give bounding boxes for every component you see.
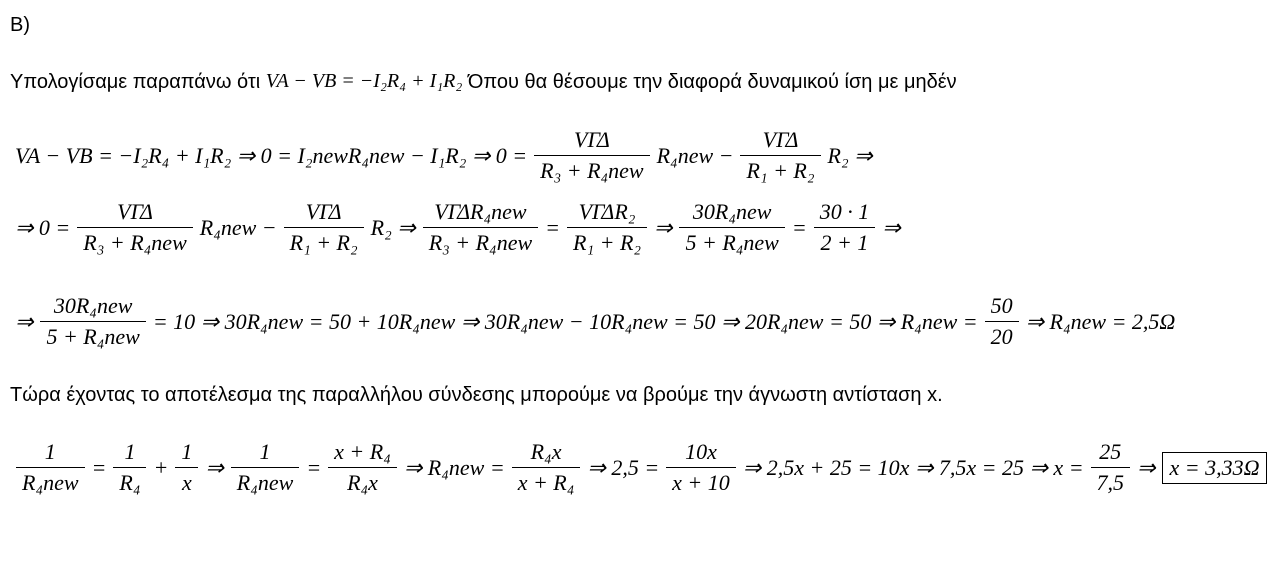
fraction: [985, 294, 1019, 349]
fraction-denominator: 7,5: [1091, 467, 1131, 495]
equation-line-4: [12, 440, 1267, 495]
fraction-denominator: R₃ + R₄new: [423, 227, 538, 255]
fraction: [16, 440, 85, 495]
fraction: [1091, 440, 1131, 495]
equation-line-3: [12, 294, 1178, 349]
fraction-numerator: 10x: [685, 439, 717, 464]
equation-segment: VA − VΒ = −I₂R₄ + I₁R₂ ⇒ 0 = I₂newR₄new − I₁R₂ ⇒ 0 =: [15, 142, 528, 168]
fraction-numerator: VΓΔ: [305, 199, 342, 224]
fraction-numerator: VΓΔR₄new: [434, 199, 527, 224]
equation-line-1: [12, 128, 876, 183]
fraction: [666, 440, 736, 495]
intro-text-after: Όπου θα θέσουμε την διαφορά δυναμικού ίση με μηδέν: [467, 71, 957, 93]
fraction: [284, 200, 364, 255]
equation-segment: = 10 ⇒ 30R₄new = 50 + 10R₄new ⇒ 30R₄new − 10R₄new = 50 ⇒ 20R₄new = 50 ⇒ R₄new =: [152, 308, 978, 334]
fraction-denominator: R₁ + R₂: [567, 227, 647, 255]
fraction-numerator: 1: [259, 439, 271, 464]
equation-segment: =: [91, 454, 107, 480]
fraction-denominator: R₄new: [16, 467, 85, 495]
fraction-denominator: x + 10: [666, 467, 736, 495]
equation-segment: R₂ ⇒: [370, 214, 416, 240]
parallel-connection-text: Τώρα έχοντας το αποτέλεσμα της παραλλήλου σύνδεσης μπορούμε να βρούμε την άγνωστη αντίσταση x.: [10, 384, 943, 406]
fraction-numerator: 1: [44, 439, 56, 464]
fraction-denominator: 5 + R₄new: [40, 321, 145, 349]
equation-segment: ⇒ R₄new = 2,5Ω: [1025, 308, 1176, 334]
fraction-numerator: VΓΔR₂: [578, 199, 636, 224]
fraction-denominator: R₃ + R₄new: [534, 155, 649, 183]
fraction: [328, 440, 397, 495]
fraction-numerator: 1: [181, 439, 193, 464]
fraction: [512, 440, 581, 495]
fraction-numerator: VΓΔ: [762, 127, 799, 152]
fraction-numerator: VΓΔ: [574, 127, 610, 152]
equation-segment: R₄new −: [656, 142, 734, 168]
equation-segment: =: [545, 214, 561, 240]
equation-segment: ⇒: [882, 214, 901, 240]
fraction-numerator: 30R₄new: [53, 293, 133, 318]
boxed-result: x = 3,33Ω: [1162, 452, 1266, 484]
fraction-numerator: 50: [990, 293, 1013, 318]
fraction-denominator: R₃ + R₄new: [77, 227, 192, 255]
equation-segment: ⇒ 0 =: [15, 214, 71, 240]
fraction-denominator: R₄: [113, 467, 146, 495]
fraction: [175, 440, 198, 495]
section-label: B): [10, 14, 30, 36]
fraction: [567, 200, 647, 255]
equation-segment: ⇒ 2,5x + 25 = 10x ⇒ 7,5x = 25 ⇒ x =: [742, 454, 1084, 480]
fraction-denominator: 5 + R₄new: [679, 227, 784, 255]
fraction: [814, 200, 876, 255]
fraction: [534, 128, 649, 183]
equation-line-2: [12, 200, 904, 255]
equation-segment: =: [306, 454, 322, 480]
equation-segment: ⇒ 2,5 =: [587, 454, 660, 480]
equation-segment: R₂ ⇒: [827, 142, 873, 168]
equation-segment: R₄new −: [199, 214, 277, 240]
intro-text-before: Υπολογίσαμε παραπάνω ότι: [10, 71, 261, 93]
fraction-numerator: 30R₄new: [692, 199, 772, 224]
fraction: [113, 440, 146, 495]
fraction: [740, 128, 820, 183]
fraction-denominator: R₁ + R₂: [740, 155, 820, 183]
fraction-numerator: VΓΔ: [117, 199, 153, 224]
equation-segment: ⇒: [654, 214, 673, 240]
fraction: [40, 294, 145, 349]
fraction-numerator: 1: [124, 439, 136, 464]
fraction-numerator: 25: [1099, 439, 1122, 464]
fraction-denominator: x + R₄: [512, 467, 581, 495]
fraction-numerator: x + R₄: [334, 439, 391, 464]
fraction-numerator: R₄x: [530, 439, 562, 464]
fraction-numerator: 30 · 1: [819, 199, 870, 224]
equation-segment: ⇒: [15, 308, 34, 334]
fraction: [679, 200, 784, 255]
equation-segment: ⇒: [1137, 454, 1156, 480]
fraction-denominator: R₄new: [231, 467, 300, 495]
fraction-denominator: 2 + 1: [814, 227, 876, 255]
fraction-denominator: x: [175, 467, 198, 495]
intro-sentence: [10, 70, 957, 94]
fraction-denominator: R₁ + R₂: [284, 227, 364, 255]
fraction: [423, 200, 538, 255]
equation-segment: ⇒: [205, 454, 224, 480]
fraction-denominator: R₄x: [328, 467, 397, 495]
fraction-denominator: 20: [985, 321, 1019, 349]
fraction: [231, 440, 300, 495]
intro-equation: VA − VΒ = −I₂R₄ + I₁R₂: [265, 70, 463, 92]
equation-segment: =: [791, 214, 807, 240]
equation-segment: +: [153, 454, 169, 480]
fraction: [77, 200, 192, 255]
equation-segment: ⇒ R₄new =: [403, 454, 505, 480]
